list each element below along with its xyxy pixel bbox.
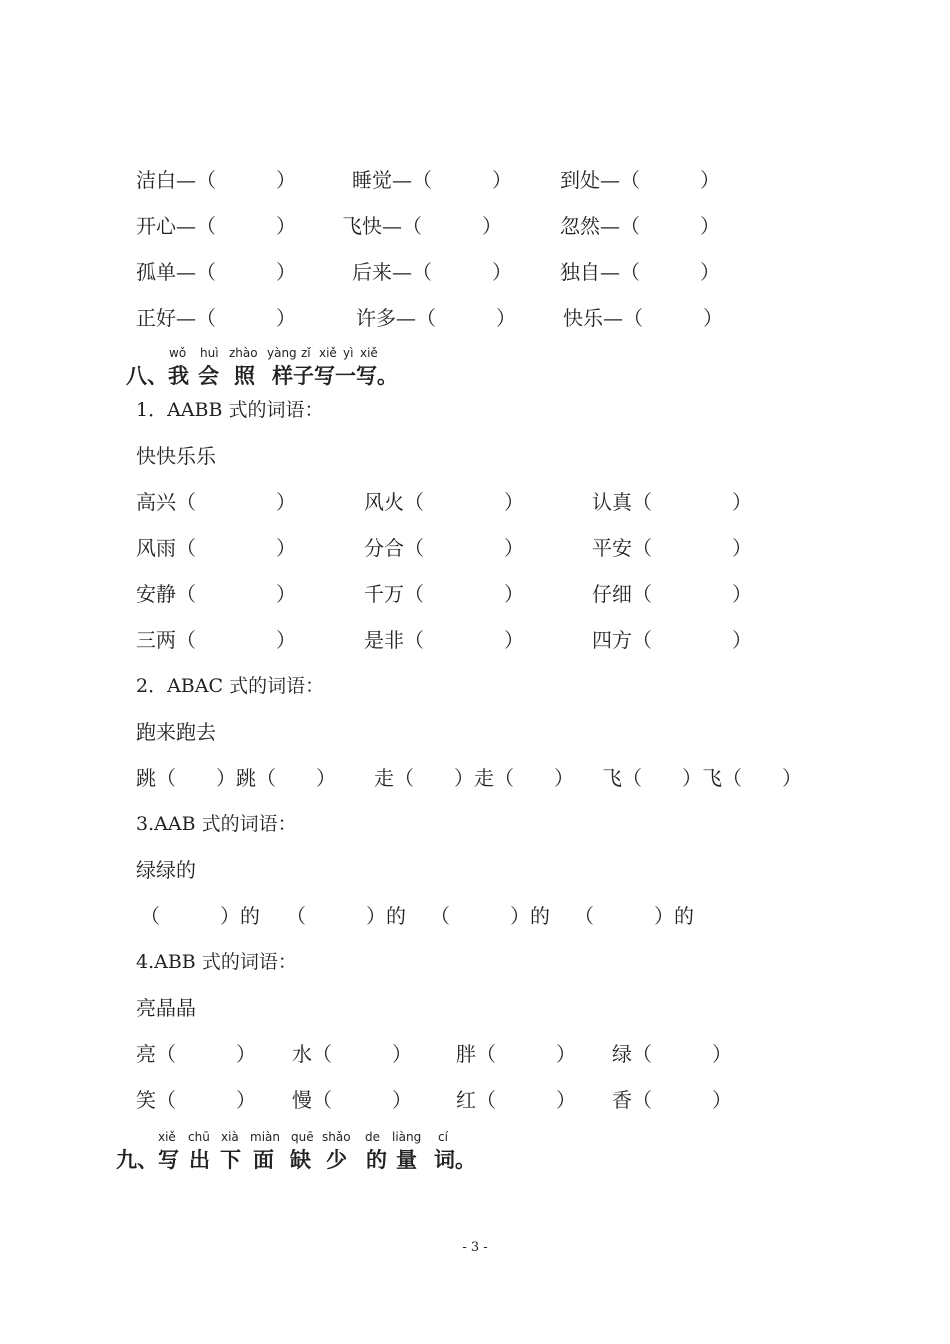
p3-item: （ ）的 — [140, 904, 260, 928]
p1-item: 仔细（ ） — [592, 582, 752, 606]
pinyin: shǎo — [322, 1130, 351, 1144]
p2-item: 走（ ）走（ ） — [374, 766, 574, 790]
heading-part: 的 — [366, 1148, 387, 1172]
part3-example: 绿绿的 — [136, 858, 196, 882]
pinyin: chū — [188, 1130, 210, 1144]
heading-part: 词。 — [434, 1148, 476, 1172]
p2-item: 跳（ ）跳（ ） — [136, 766, 336, 790]
p1-item: 分合（ ） — [364, 536, 524, 560]
pinyin: quē — [291, 1130, 314, 1144]
p2-item: 飞（ ）飞（ ） — [602, 766, 802, 790]
p1-item: 风火（ ） — [364, 490, 524, 514]
heading-part: 缺 — [290, 1148, 311, 1172]
p4-item: 香（ ） — [612, 1088, 732, 1112]
s7-item: 快乐—（ ） — [563, 306, 723, 330]
pinyin: wǒ — [169, 346, 187, 360]
pinyin: xiě — [360, 346, 378, 360]
p1-item: 平安（ ） — [592, 536, 752, 560]
part3-title: 3.AAB 式的词语： — [136, 813, 297, 835]
heading-part: 九、 — [116, 1148, 158, 1172]
p3-item: （ ）的 — [286, 904, 406, 928]
p4-item: 红（ ） — [456, 1088, 576, 1112]
s7-item: 开心—（ ） — [136, 214, 296, 238]
pinyin: xià — [221, 1130, 239, 1144]
heading-part: 少 — [326, 1148, 347, 1172]
part2-example: 跑来跑去 — [136, 720, 216, 744]
s7-item: 洁白—（ ） — [136, 168, 296, 192]
p4-item: 亮（ ） — [136, 1042, 256, 1066]
part1-title: 1．AABB 式的词语： — [136, 399, 324, 421]
p4-item: 水（ ） — [292, 1042, 412, 1066]
s7-item: 许多—（ ） — [356, 306, 516, 330]
p1-item: 高兴（ ） — [136, 490, 296, 514]
p1-item: 认真（ ） — [592, 490, 752, 514]
heading-part: 写 — [158, 1148, 179, 1172]
p4-item: 慢（ ） — [292, 1088, 412, 1112]
pinyin: miàn — [250, 1130, 280, 1144]
pinyin: zǐ — [301, 346, 311, 360]
p4-item: 胖（ ） — [456, 1042, 576, 1066]
p1-item: 四方（ ） — [592, 628, 752, 652]
heading-part: 照 — [234, 364, 255, 388]
s7-item: 后来—（ ） — [352, 260, 512, 284]
p4-item: 绿（ ） — [612, 1042, 732, 1066]
pinyin: cí — [438, 1130, 448, 1144]
heading-part: 八、 — [126, 364, 168, 388]
p1-item: 三两（ ） — [136, 628, 296, 652]
heading-part: 面 — [253, 1148, 274, 1172]
heading-part: 我 — [168, 364, 189, 388]
s7-item: 正好—（ ） — [136, 306, 296, 330]
pinyin: yì — [343, 346, 354, 360]
part1-example: 快快乐乐 — [136, 444, 216, 468]
pinyin: zhào — [229, 346, 258, 360]
pinyin: huì — [200, 346, 219, 360]
page-number: - 3 - — [462, 1240, 488, 1255]
part4-title: 4.ABB 式的词语： — [136, 951, 297, 973]
p1-item: 风雨（ ） — [136, 536, 296, 560]
pinyin: liàng — [392, 1130, 422, 1144]
s7-item: 孤单—（ ） — [136, 260, 296, 284]
p1-item: 是非（ ） — [364, 628, 524, 652]
s7-item: 独自—（ ） — [560, 260, 720, 284]
pinyin: yàng — [267, 346, 297, 360]
s7-item: 忽然—（ ） — [560, 214, 720, 238]
pinyin: de — [365, 1130, 380, 1144]
p1-item: 安静（ ） — [136, 582, 296, 606]
p1-item: 千万（ ） — [364, 582, 524, 606]
s7-item: 飞快—（ ） — [342, 214, 502, 238]
heading-part: 量 — [396, 1148, 417, 1172]
heading-part: 下 — [220, 1148, 241, 1172]
p3-item: （ ）的 — [430, 904, 550, 928]
pinyin: xiě — [319, 346, 337, 360]
part2-title: 2．ABAC 式的词语： — [136, 675, 325, 697]
part4-example: 亮晶晶 — [136, 996, 196, 1020]
p4-item: 笑（ ） — [136, 1088, 256, 1112]
heading-part: 出 — [189, 1148, 210, 1172]
pinyin: xiě — [158, 1130, 176, 1144]
heading-part: 样子写一写。 — [272, 364, 398, 388]
p3-item: （ ）的 — [574, 904, 694, 928]
s7-item: 睡觉—（ ） — [352, 168, 512, 192]
s7-item: 到处—（ ） — [560, 168, 720, 192]
heading-part: 会 — [198, 364, 219, 388]
